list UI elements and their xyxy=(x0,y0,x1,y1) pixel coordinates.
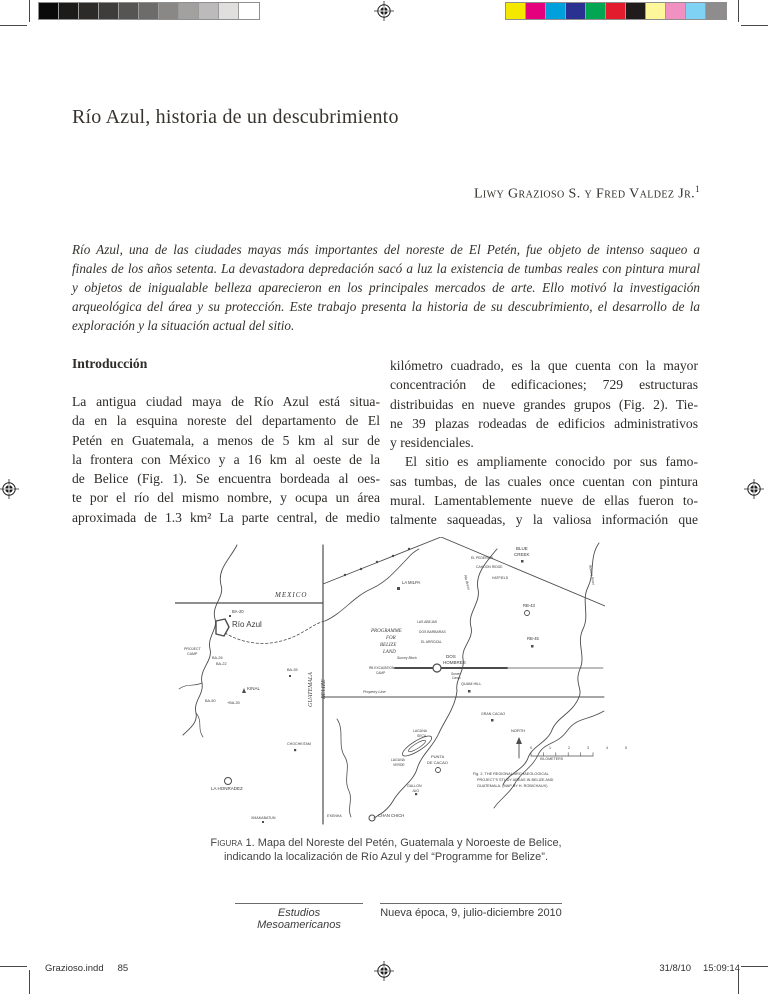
map-label: Camp xyxy=(452,676,461,680)
text-line: da en la esquina noreste del departamento de El xyxy=(72,413,380,429)
map-label: PUNTA xyxy=(431,754,445,759)
map-label: BLUE xyxy=(516,546,528,551)
footnote-ref: 1 xyxy=(695,184,700,194)
map-label: EL PEDERNAL xyxy=(471,556,495,560)
map-label: RB-45 xyxy=(527,636,539,641)
map-label: Booth's River xyxy=(588,564,596,586)
slug-date: 31/8/10 xyxy=(659,963,692,974)
calibration-swatch xyxy=(526,3,546,19)
calibration-swatch xyxy=(179,3,199,19)
calibration-swatch xyxy=(506,3,526,19)
text-line: y objetos de inigualable belleza aparecieron en los principales mercados de arte. Ello motivó la investigación xyxy=(72,280,700,295)
map-label: KINAL xyxy=(247,686,261,691)
calibration-swatch xyxy=(59,3,79,19)
text-line: kilómetro cuadrado, es la que cuenta con la mayor xyxy=(390,358,698,373)
text-line: y residenciales. xyxy=(390,435,474,451)
calibration-swatch xyxy=(79,3,99,19)
map-label: GUATEMALA. (MAP BY H. ROBICHAUX) xyxy=(477,784,548,788)
calibration-swatch xyxy=(39,3,59,19)
figure-caption-line1: Figura 1. Mapa del Noreste del Petén, Guatemala y Noroeste de Belice, xyxy=(210,837,562,849)
authors-line xyxy=(474,184,700,203)
map-label: BA-22 xyxy=(216,662,227,666)
crop-mark xyxy=(741,966,768,967)
map-label: +BA-30 xyxy=(227,701,240,705)
right-column-paragraph-1 xyxy=(390,356,698,452)
map-label: PROJECT xyxy=(184,647,201,651)
calibration-swatch xyxy=(159,3,179,19)
calibration-swatch xyxy=(199,3,219,19)
map-label: KILOMETERS xyxy=(540,757,564,761)
journal-name: Estudios Mesoamericanos xyxy=(235,903,363,931)
text-line: sas tumbas, de las cuales once cuentan con pintura xyxy=(390,473,698,489)
crop-mark xyxy=(738,0,739,22)
calibration-swatch xyxy=(706,3,726,19)
calibration-swatch xyxy=(566,3,586,19)
figure-caption xyxy=(72,836,700,864)
map-label: BA-35 xyxy=(287,668,298,672)
calibration-swatch xyxy=(626,3,646,19)
map-label: 0 1 2 3 4 5 xyxy=(530,746,635,750)
calibration-swatch xyxy=(239,3,259,19)
text-line: Petén en Guatemala, a menos de 5 km al sur de xyxy=(72,432,380,448)
text-line: El sitio es ampliamente conocido por sus famo- xyxy=(405,454,698,470)
crop-mark xyxy=(0,966,27,967)
map-label: CHOCHKITAM xyxy=(287,742,311,746)
right-column-paragraph-2 xyxy=(390,452,698,529)
text-line: te por el río del mismo nombre, y ocupa un área xyxy=(72,490,380,506)
map-label: FOR xyxy=(386,636,396,641)
map-label: CAMP xyxy=(187,652,198,656)
text-line: ne 39 plazas rodeadas de edificios administrativos xyxy=(390,415,698,431)
calibration-swatch xyxy=(686,3,706,19)
calibration-swatch xyxy=(586,3,606,19)
calibration-swatch xyxy=(119,3,139,19)
registration-mark-icon xyxy=(744,479,764,499)
text-line: distribuidas en nueve grandes grupos (Fig. 2). Tie- xyxy=(390,396,698,412)
text-line: Río Azul, una de las ciudades mayas más importantes del noreste de El Petén, fue objeto de intenso saqueo a xyxy=(72,242,700,257)
text-line: finales de los años setenta. La devastadora depredación sacó a luz la existencia de tumbas reales con pintura mural xyxy=(72,261,700,276)
crop-mark xyxy=(741,25,768,26)
map-label: BA-26 xyxy=(212,656,223,660)
color-calibration-bar xyxy=(505,2,727,20)
map-label: BA-50 xyxy=(205,699,216,703)
map-label: XMAKABATUN xyxy=(251,816,276,820)
text-line: talmente saqueadas, y la valiosa información que xyxy=(390,512,698,528)
crop-mark xyxy=(29,970,30,994)
slug-time: 15:09:14 xyxy=(703,963,740,974)
map-label: PROGRAMME xyxy=(371,629,402,634)
map-label: Survey xyxy=(451,672,461,676)
figure-caption-lead: Figura xyxy=(210,837,243,849)
right-column xyxy=(390,356,698,530)
map-label: GRAN CACAO xyxy=(481,712,506,716)
map-label: CREEK xyxy=(514,552,530,557)
map-label: RB-43 xyxy=(523,603,535,608)
map-label: HOMBRES xyxy=(443,660,466,665)
text-line: de Belice (Fig. 1). Se encuentra bordeada al oes- xyxy=(72,471,380,487)
article-title: Río Azul, historia de un descubrimiento xyxy=(72,106,399,128)
text-line: exploración y la situación actual del sitio. xyxy=(72,318,295,333)
map-label: Río Azul xyxy=(232,620,262,629)
map-label: Fig. 2. THE REGIONAL ARCHAEOLOGICAL xyxy=(473,772,549,776)
calibration-swatch xyxy=(606,3,626,19)
crop-mark xyxy=(29,0,30,22)
map-label: DE CACAO xyxy=(427,760,448,765)
calibration-swatch xyxy=(139,3,159,19)
map-label: E'KENHA xyxy=(327,814,342,818)
map-label: LA MILPA xyxy=(402,580,421,585)
map-label: RB EXCAVATION xyxy=(369,666,395,670)
crop-mark xyxy=(0,25,27,26)
map-label: BELIZE xyxy=(321,679,327,699)
slug-page-number: 85 xyxy=(117,963,129,974)
map-label: GALLON xyxy=(407,784,422,788)
map-label: CHAN CHICH xyxy=(378,813,405,818)
registration-mark-icon xyxy=(374,961,394,981)
slug-filename: Grazioso.indd xyxy=(45,963,104,974)
abstract xyxy=(72,240,700,335)
map-label: LAND xyxy=(383,650,396,655)
text-line: arqueológica del área y su protección. Este trabajo presenta la historia de su descubrimiento, el desarrollo de la xyxy=(72,299,700,314)
map-label: MEXICO xyxy=(275,591,308,599)
left-column-paragraph xyxy=(72,392,380,527)
print-slug-left xyxy=(45,963,128,974)
map-label: BA-20 xyxy=(232,609,244,614)
calibration-swatch xyxy=(219,3,239,19)
map-label: PROJECT'S STUDY AREAS IN BELIZE AND xyxy=(477,778,554,782)
registration-mark-icon xyxy=(0,479,19,499)
map-label: JUG xyxy=(412,789,420,793)
map-label: NORTH xyxy=(511,728,526,733)
map-label: Rio Bravo xyxy=(463,574,471,591)
figure-caption-line2: indicando la localización de Río Azul y del “Programme for Belize”. xyxy=(223,851,549,863)
calibration-swatch xyxy=(546,3,566,19)
map-label: DOS xyxy=(446,654,456,659)
grayscale-calibration-bar xyxy=(38,2,260,20)
section-heading-introduccion: Introducción xyxy=(72,356,148,371)
text-line: La antigua ciudad maya de Río Azul está situa- xyxy=(72,394,380,409)
map-label: LA HONRADEZ xyxy=(211,786,243,791)
map-label: SECA xyxy=(417,734,427,738)
text-line: concentración de edificaciones; 729 estructuras xyxy=(390,377,698,393)
authors-names: Liwy Grazioso S. y Fred Valdez Jr. xyxy=(473,186,696,202)
map-label: GUATEMALA xyxy=(308,672,314,707)
text-line: mural. Lamentablemente nueve de ellas fueron to- xyxy=(390,493,698,509)
figure-map xyxy=(175,537,635,825)
text-line: la frontera con México y a 16 km al oeste de la xyxy=(72,451,380,467)
map-label: DOS BARBARAS xyxy=(419,630,446,634)
map-label: HATFIELD xyxy=(492,576,509,580)
calibration-swatch xyxy=(99,3,119,19)
map-label: VERDE xyxy=(393,763,405,767)
print-slug-right xyxy=(659,963,740,974)
map-label: LAGUNA xyxy=(391,758,405,762)
calibration-swatch xyxy=(666,3,686,19)
map-label: QUAM HILL xyxy=(461,682,482,686)
map-label: LAS ABEJAS xyxy=(417,620,438,624)
map-label: Property Line xyxy=(363,690,386,694)
map-label: EL ARROZAL xyxy=(421,640,442,644)
map-label: Survey Block xyxy=(397,656,417,660)
calibration-swatch xyxy=(646,3,666,19)
map-label: CAHOON RIDGE xyxy=(476,565,503,569)
journal-issue: Nueva época, 9, julio-diciembre 2010 xyxy=(380,903,562,919)
map-label: BELIZE xyxy=(380,643,397,648)
registration-mark-icon xyxy=(374,1,394,21)
map-label: LAGUNA xyxy=(413,729,427,733)
text-line: aproximada de 1.3 km² La parte central, de medio xyxy=(72,509,380,525)
map-label: CAMP xyxy=(376,671,386,675)
